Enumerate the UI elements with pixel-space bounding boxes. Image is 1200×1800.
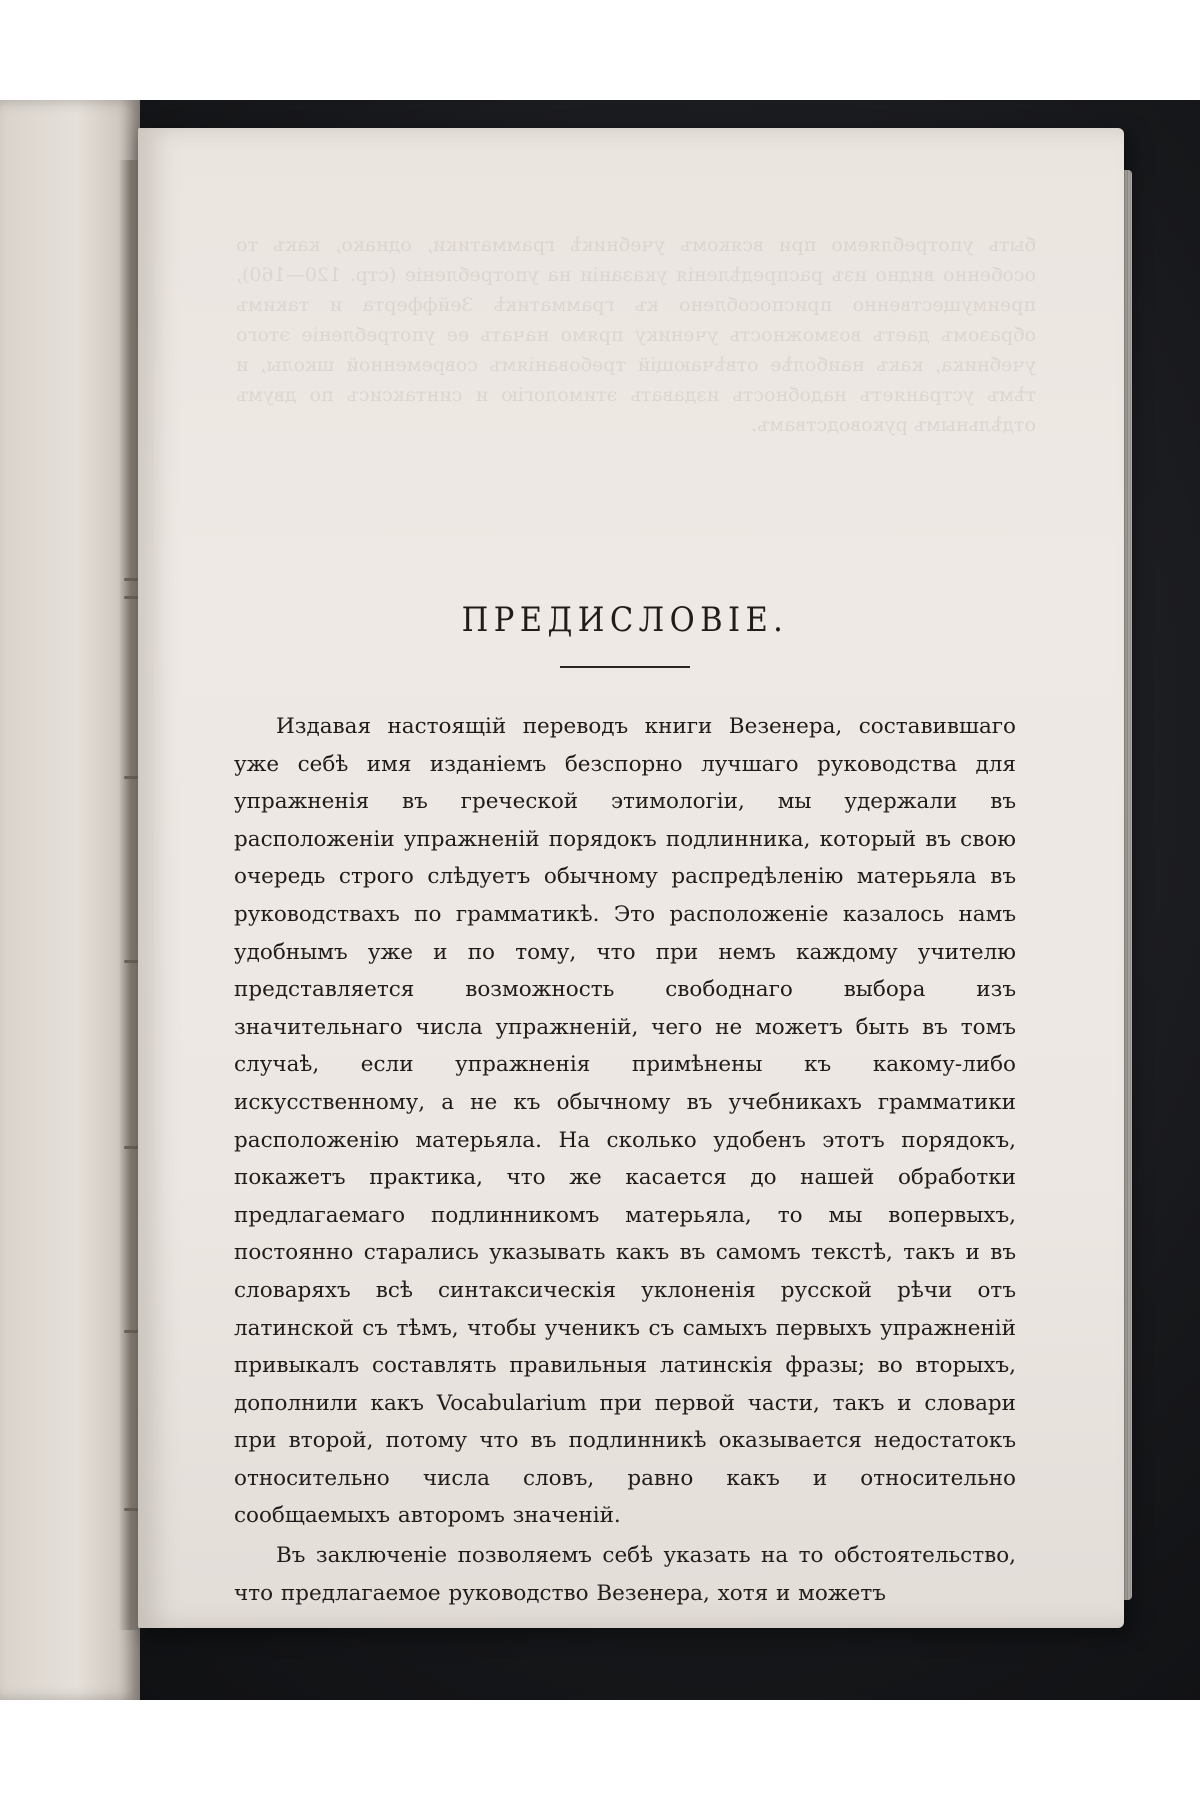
page-title: ПРЕДИСЛОВІЕ. <box>461 600 789 640</box>
show-through-text: быть употребляемо при всякомъ учебникѣ грамматики, однако, какъ то особенно видно изъ распредѣленія указаніи на употребленіе (стр. 120—160), преимущественно приспособлено къ грамматикѣ Зейфферта и такимъ образомъ даетъ возможность ученику прямо начать ее употребленіе этого учебника, какъ наиболѣе отвѣчающій требованіямъ современной школы, и тѣмъ устраняетъ надобность издавать этимологію и синтаксисъ по двумъ отдѣльнымъ руководствамъ. <box>236 234 1036 436</box>
paragraph-1: Издавая настоящій переводъ книги Везенера, составившаго уже себѣ имя изданіемъ безспорно лучшаго руководства для упражненія въ греческой этимологіи, мы удержали въ расположеніи упражненій порядокъ подлинника, который въ свою очередь строго слѣдуетъ обычному распредѣленію матерьяла въ руководствахъ по грамматикѣ. Это расположеніе казалось намъ удобнымъ уже и по тому, что при немъ каждому учителю представляется возможность свободнаго выбора изъ значительнаго числа упражненій, чего не можетъ быть въ томъ случаѣ, если упражненія примѣнены къ какому-либо искусственному, а не къ обычному въ учебникахъ грамматики расположенію матерьяла. На сколько удобенъ этотъ порядокъ, покажетъ практика, что же касается до нашей обработки предлагаемаго подлинникомъ матерьяла, то мы вопервыхъ, постоянно старались указывать какъ въ самомъ текстѣ, такъ и въ словаряхъ всѣ синтаксическія уклоненія русской рѣчи отъ латинской съ тѣмъ, чтобы ученикъ съ самыхъ первыхъ упражненій привыкалъ составлять правильныя латинскія фразы; во вторыхъ, дополнили какъ Vocabularium при первой части, такъ и словари при второй, потому что въ подлинникѣ оказывается недостатокъ относительно числа словъ, равно какъ и относительно сообщаемыхъ авторомъ значеній. <box>234 714 1016 1529</box>
page-content <box>234 600 1016 1612</box>
binding-stitch <box>124 1330 138 1333</box>
binding-stitch <box>124 578 138 581</box>
binding-stitch <box>124 1508 138 1511</box>
title-rule <box>560 666 690 668</box>
binding-stitch <box>124 776 138 779</box>
paragraph-2: Въ заключеніе позволяемъ себѣ указать на то обстоятельство, что предлагаемое руководство Везенера, хотя и можетъ <box>234 1543 1016 1606</box>
binding-stitch <box>124 960 138 963</box>
binding-stitch <box>124 596 138 599</box>
binding-stitch <box>124 1146 138 1149</box>
